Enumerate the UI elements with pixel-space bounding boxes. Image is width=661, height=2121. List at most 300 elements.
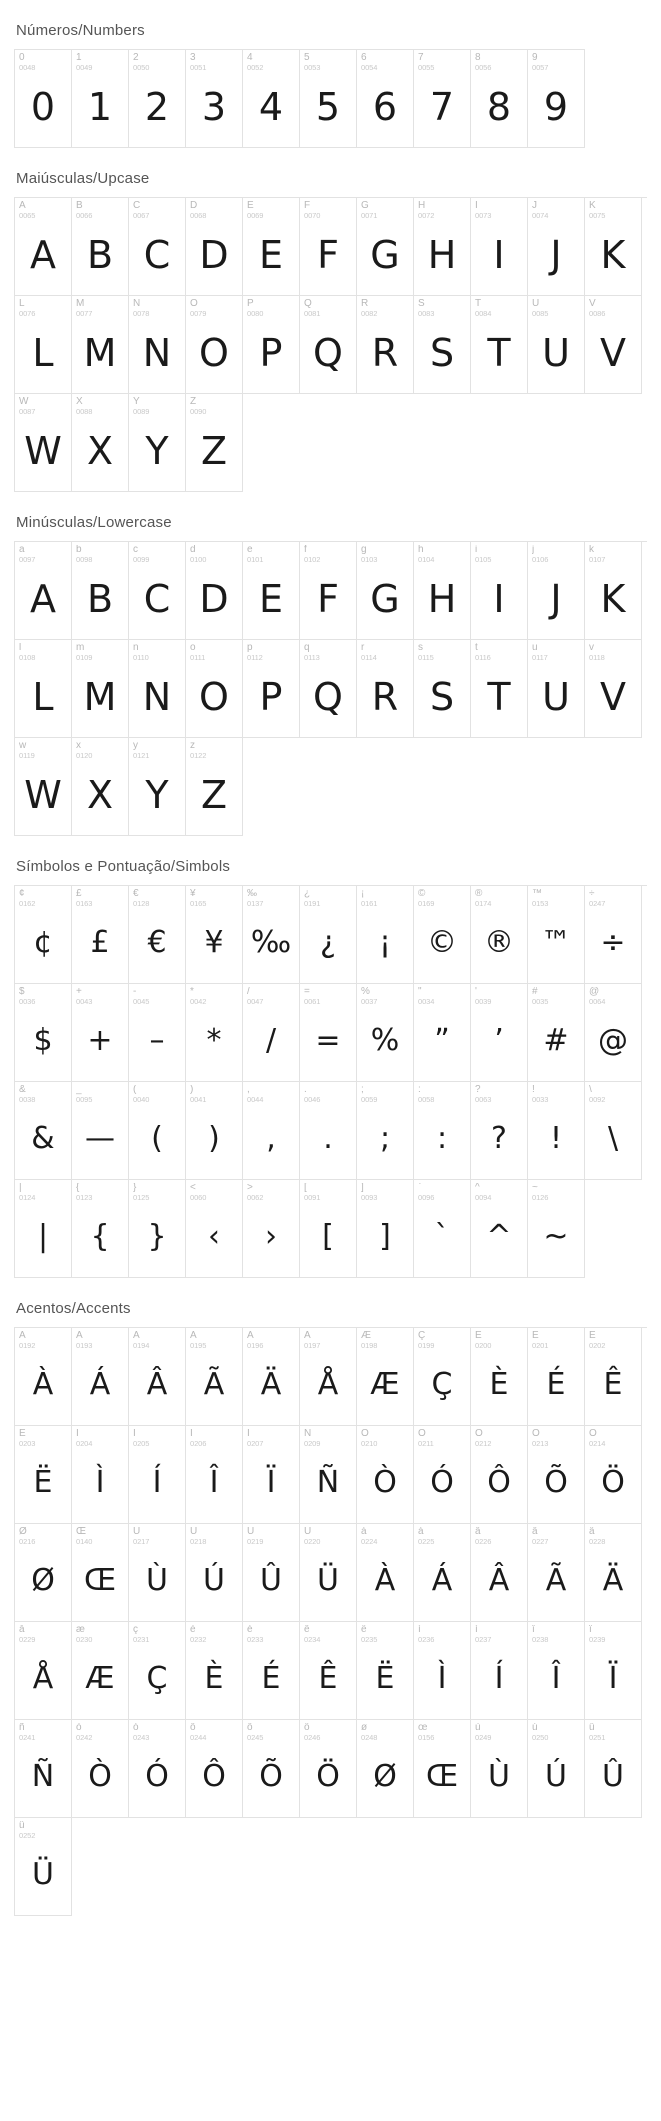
glyph-cell[interactable] [300,1426,357,1524]
glyph-render: S [429,330,455,375]
glyph-code-label: 0072 [418,211,435,220]
glyph-meta [190,299,239,317]
glyph-cell[interactable] [300,1622,357,1720]
glyph-meta [76,1723,125,1741]
glyph-char-label: z [190,741,195,751]
glyph-render: W [24,772,62,817]
glyph-cell[interactable] [585,1622,642,1720]
glyph-cell[interactable] [243,1180,300,1278]
glyph-cell[interactable] [414,198,471,296]
glyph-render: Z [200,428,228,473]
glyph-code-label: 0080 [247,309,264,318]
glyph-render: Î [551,1660,561,1696]
glyph-render: ~ [543,1218,569,1254]
glyph-cell[interactable] [471,1622,528,1720]
glyph-cell[interactable] [129,1082,186,1180]
glyph-cell[interactable] [72,1622,129,1720]
glyph-cell[interactable] [243,1082,300,1180]
glyph-meta [133,1183,182,1201]
glyph-cell[interactable] [243,1426,300,1524]
glyph-cell[interactable] [471,1720,528,1818]
glyph-char-label: ¢ [19,889,25,899]
glyph-cell[interactable] [300,296,357,394]
glyph-cell[interactable] [186,198,243,296]
glyph-render: Ö [601,1464,625,1500]
glyph-cell[interactable] [129,640,186,738]
glyph-cell[interactable] [243,1524,300,1622]
glyph-cell[interactable] [15,1622,72,1720]
glyph-char-label: Ä [247,1331,254,1341]
glyph-meta [475,1723,524,1741]
glyph-cell[interactable] [72,1180,129,1278]
glyph-cell[interactable] [243,542,300,640]
glyph-cell[interactable] [414,296,471,394]
glyph-grid [14,541,647,836]
glyph-cell[interactable] [300,50,357,148]
glyph-char-label: ù [475,1723,481,1733]
glyph-meta [19,643,68,661]
glyph-char-label: ` [418,1183,422,1193]
glyph-cell[interactable] [72,1082,129,1180]
glyph-char-label: l [19,643,22,653]
glyph-code-label: 0120 [76,751,93,760]
glyph-cell[interactable] [300,886,357,984]
glyph-code-label: 0066 [76,211,93,220]
glyph-meta [133,643,182,661]
glyph-meta [247,1085,296,1103]
glyph-cell[interactable] [300,984,357,1082]
glyph-char-label: r [361,643,365,653]
glyph-cell[interactable] [72,886,129,984]
glyph-render: G [370,576,400,621]
glyph-code-label: 0050 [133,63,150,72]
glyph-cell[interactable] [414,886,471,984]
glyph-cell[interactable] [414,1180,471,1278]
glyph-cell[interactable] [129,394,186,492]
glyph-render: O [199,330,229,375]
glyph-render: Ï [266,1464,276,1500]
glyph-meta [304,1085,353,1103]
glyph-cell[interactable] [15,1426,72,1524]
glyph-cell[interactable] [72,394,129,492]
glyph-cell[interactable] [186,984,243,1082]
glyph-code-label: 0101 [247,555,264,564]
glyph-cell[interactable] [471,1328,528,1426]
glyph-meta [247,53,296,71]
glyph-cell[interactable] [357,296,414,394]
section-title: Minúsculas/Lowercase [16,514,172,531]
glyph-cell[interactable] [357,886,414,984]
glyph-cell[interactable] [15,640,72,738]
glyph-char-label: ; [361,1085,364,1095]
glyph-cell[interactable] [129,1426,186,1524]
glyph-cell[interactable] [585,640,642,738]
glyph-cell[interactable] [300,640,357,738]
glyph-cell[interactable] [186,1524,243,1622]
glyph-cell[interactable] [129,738,186,836]
glyph-cell[interactable] [471,1180,528,1278]
glyph-cell[interactable] [414,1524,471,1622]
glyph-cell[interactable] [528,984,585,1082]
glyph-cell[interactable] [72,198,129,296]
glyph-cell[interactable] [72,1524,129,1622]
glyph-meta [19,397,68,415]
glyph-cell[interactable] [72,1720,129,1818]
glyph-char-label: â [475,1527,481,1537]
glyph-cell[interactable] [528,1622,585,1720]
glyph-char-label: ö [304,1723,310,1733]
glyph-char-label: + [76,987,82,997]
glyph-cell[interactable] [72,296,129,394]
glyph-cell[interactable] [300,1720,357,1818]
glyph-char-label: 7 [418,53,424,63]
glyph-render: Æ [85,1660,115,1696]
glyph-cell[interactable] [471,542,528,640]
glyph-cell[interactable] [585,1082,642,1180]
glyph-cell[interactable] [471,1082,528,1180]
glyph-cell[interactable] [585,296,642,394]
glyph-cell[interactable] [528,542,585,640]
glyph-cell[interactable] [186,886,243,984]
glyph-cell[interactable] [186,1180,243,1278]
glyph-code-label: 0174 [475,899,492,908]
glyph-cell[interactable] [585,1328,642,1426]
glyph-render: W [24,428,62,473]
glyph-cell[interactable] [471,640,528,738]
glyph-section [14,22,647,148]
glyph-cell[interactable] [585,542,642,640]
glyph-cell[interactable] [186,640,243,738]
glyph-cell[interactable] [243,1328,300,1426]
glyph-code-label: 0153 [532,899,549,908]
glyph-cell[interactable] [471,984,528,1082]
glyph-code-label: 0085 [532,309,549,318]
glyph-render: © [427,924,457,960]
glyph-cell[interactable] [243,984,300,1082]
glyph-cell[interactable] [129,1180,186,1278]
glyph-char-label: Œ [76,1527,86,1537]
glyph-code-label: 0209 [304,1439,321,1448]
glyph-render: Õ [259,1758,283,1794]
glyph-cell[interactable] [528,1524,585,1622]
glyph-render: B [86,232,114,277]
glyph-cell[interactable] [357,542,414,640]
glyph-cell[interactable] [129,1524,186,1622]
glyph-cell[interactable] [528,1426,585,1524]
glyph-code-label: 0117 [532,653,548,662]
glyph-char-label: Ê [589,1331,596,1341]
glyph-code-label: 0074 [532,211,549,220]
glyph-cell[interactable] [414,1082,471,1180]
glyph-render: ! [549,1120,563,1156]
glyph-cell[interactable] [186,50,243,148]
glyph-meta [532,1429,581,1447]
glyph-meta [589,987,638,1005]
glyph-cell[interactable] [15,886,72,984]
glyph-render: Å [317,1366,339,1402]
glyph-cell[interactable] [15,50,72,148]
glyph-char-label: ! [532,1085,535,1095]
glyph-cell[interactable] [300,1524,357,1622]
glyph-char-label: ô [190,1723,196,1733]
glyph-meta [475,1183,524,1201]
glyph-cell[interactable] [414,640,471,738]
glyph-cell[interactable] [186,1622,243,1720]
glyph-render: } [147,1218,167,1254]
glyph-char-label: k [589,545,594,555]
glyph-cell[interactable] [414,542,471,640]
glyph-char-label: H [418,201,426,211]
glyph-char-label: x [76,741,81,751]
glyph-cell[interactable] [300,198,357,296]
glyph-cell[interactable] [243,1720,300,1818]
glyph-cell[interactable] [72,984,129,1082]
glyph-cell[interactable] [129,296,186,394]
glyph-cell[interactable] [585,198,642,296]
glyph-cell[interactable] [15,198,72,296]
glyph-cell[interactable] [186,1426,243,1524]
glyph-cell[interactable] [243,886,300,984]
glyph-render: Á [89,1366,111,1402]
glyph-char-label: % [361,987,370,997]
glyph-cell[interactable] [414,984,471,1082]
glyph-cell[interactable] [357,1082,414,1180]
glyph-cell[interactable] [585,1524,642,1622]
glyph-char-label: ú [532,1723,538,1733]
glyph-meta [361,1625,410,1643]
glyph-meta [418,1183,467,1201]
glyph-cell[interactable] [585,1426,642,1524]
glyph-cell[interactable] [585,1720,642,1818]
glyph-cell[interactable] [414,1720,471,1818]
glyph-render: ` [434,1218,450,1254]
glyph-cell[interactable] [129,50,186,148]
glyph-render: = [315,1022,341,1058]
glyph-char-label: Ú [190,1527,198,1537]
glyph-cell[interactable] [15,394,72,492]
glyph-cell[interactable] [15,542,72,640]
glyph-code-label: 0056 [475,63,492,72]
glyph-cell[interactable] [585,886,642,984]
glyph-render: Ô [202,1758,226,1794]
section-title: Símbolos e Pontuação/Simbols [16,858,231,875]
glyph-cell[interactable] [15,1720,72,1818]
glyph-cell[interactable] [471,1426,528,1524]
glyph-cell[interactable] [528,1328,585,1426]
glyph-char-label: Ø [19,1527,27,1537]
glyph-render: 6 [372,84,398,129]
glyph-char-label: U [532,299,540,309]
glyph-cell[interactable] [357,1426,414,1524]
glyph-code-label: 0044 [247,1095,264,1104]
glyph-cell[interactable] [15,1328,72,1426]
glyph-cell[interactable] [72,738,129,836]
glyph-cell[interactable] [528,198,585,296]
glyph-char-label: 8 [475,53,481,63]
glyph-cell[interactable] [15,1818,72,1916]
glyph-cell[interactable] [129,1328,186,1426]
glyph-cell[interactable] [186,738,243,836]
glyph-code-label: 0116 [475,653,491,662]
glyph-char-label: @ [589,987,600,997]
glyph-render: X [86,428,114,473]
glyph-cell[interactable] [72,640,129,738]
glyph-cell[interactable] [471,50,528,148]
glyph-char-label: 0 [19,53,25,63]
glyph-cell[interactable] [414,1622,471,1720]
glyph-render: R [371,330,399,375]
glyph-char-label: Ò [361,1429,369,1439]
glyph-cell[interactable] [357,1180,414,1278]
glyph-cell[interactable] [72,542,129,640]
glyph-cell[interactable] [15,984,72,1082]
glyph-char-label: = [304,987,310,997]
glyph-char-label: d [190,545,196,555]
glyph-cell[interactable] [528,50,585,148]
glyph-cell[interactable] [129,542,186,640]
glyph-meta [361,889,410,907]
glyph-cell[interactable] [72,1328,129,1426]
glyph-cell[interactable] [243,198,300,296]
glyph-render: Œ [425,1758,459,1794]
glyph-cell[interactable] [15,738,72,836]
glyph-cell[interactable] [471,1524,528,1622]
glyph-cell[interactable] [129,1622,186,1720]
glyph-cell[interactable] [129,984,186,1082]
glyph-meta [532,643,581,661]
glyph-cell[interactable] [300,1082,357,1180]
glyph-cell[interactable] [471,198,528,296]
glyph-code-label: 0053 [304,63,321,72]
glyph-meta [76,1085,125,1103]
glyph-char-label: u [532,643,538,653]
glyph-cell[interactable] [357,1720,414,1818]
glyph-cell[interactable] [243,640,300,738]
glyph-meta [304,1183,353,1201]
glyph-cell[interactable] [186,296,243,394]
glyph-char-label: Å [304,1331,311,1341]
glyph-cell[interactable] [15,1180,72,1278]
glyph-char-label: ) [190,1085,194,1095]
glyph-render: 1 [87,84,113,129]
glyph-cell[interactable] [186,1328,243,1426]
glyph-meta [304,53,353,71]
glyph-code-label: 0045 [133,997,150,1006]
glyph-meta [418,1723,467,1741]
glyph-code-label: 0236 [418,1635,435,1644]
glyph-meta [475,299,524,317]
glyph-cell[interactable] [72,50,129,148]
glyph-cell[interactable] [471,296,528,394]
glyph-code-label: 0035 [532,997,549,1006]
glyph-cell[interactable] [414,1426,471,1524]
glyph-meta [19,299,68,317]
glyph-cell[interactable] [15,1524,72,1622]
glyph-cell[interactable] [186,542,243,640]
glyph-meta [361,299,410,317]
glyph-meta [361,1723,410,1741]
glyph-code-label: 0089 [133,407,150,416]
glyph-cell[interactable] [15,1082,72,1180]
glyph-char-label: ] [361,1183,364,1193]
glyph-cell[interactable] [300,1328,357,1426]
glyph-code-label: 0218 [190,1537,207,1546]
glyph-char-label: _ [76,1085,82,1095]
glyph-cell[interactable] [357,198,414,296]
glyph-render: Å [32,1660,54,1696]
glyph-char-label: < [190,1183,196,1193]
glyph-char-label: Ó [418,1429,426,1439]
glyph-cell[interactable] [186,1720,243,1818]
glyph-cell[interactable] [528,296,585,394]
glyph-code-label: 0197 [304,1341,321,1350]
glyph-render: Ä [260,1366,282,1402]
glyph-cell[interactable] [414,50,471,148]
glyph-grid [14,197,647,492]
glyph-code-label: 0049 [76,63,93,72]
glyph-char-label: © [418,889,426,899]
glyph-char-label: Ë [19,1429,26,1439]
glyph-cell[interactable] [243,296,300,394]
glyph-cell[interactable] [186,394,243,492]
glyph-meta [247,1723,296,1741]
glyph-meta [76,545,125,563]
glyph-cell[interactable] [186,1082,243,1180]
glyph-char-label: I [475,201,478,211]
glyph-char-label: O [190,299,198,309]
glyph-cell[interactable] [528,1180,585,1278]
glyph-cell[interactable] [585,984,642,1082]
glyph-char-label: å [19,1625,25,1635]
glyph-cell[interactable] [243,50,300,148]
glyph-char-label: . [304,1085,307,1095]
glyph-cell[interactable] [129,1720,186,1818]
glyph-cell[interactable] [357,1622,414,1720]
glyph-cell[interactable] [129,886,186,984]
glyph-cell[interactable] [471,886,528,984]
glyph-char-label: É [532,1331,539,1341]
glyph-cell[interactable] [357,984,414,1082]
glyph-cell[interactable] [357,1524,414,1622]
glyph-cell[interactable] [300,542,357,640]
glyph-char-label: j [532,545,535,555]
glyph-cell[interactable] [357,50,414,148]
glyph-cell[interactable] [243,1622,300,1720]
glyph-cell[interactable] [300,1180,357,1278]
glyph-cell[interactable] [357,640,414,738]
glyph-cell[interactable] [414,1328,471,1426]
glyph-char-label: ® [475,889,483,899]
glyph-cell[interactable] [528,886,585,984]
glyph-code-label: 0096 [418,1193,435,1202]
glyph-char-label: 5 [304,53,310,63]
glyph-cell[interactable] [528,1720,585,1818]
glyph-grid [14,885,647,1278]
glyph-cell[interactable] [357,1328,414,1426]
glyph-char-label: ™ [532,889,542,899]
glyph-cell[interactable] [15,296,72,394]
glyph-render: Ï [608,1660,618,1696]
glyph-code-label: 0112 [247,653,263,662]
glyph-cell[interactable] [72,1426,129,1524]
glyph-code-label: 0046 [304,1095,321,1104]
glyph-cell[interactable] [129,198,186,296]
glyph-char-label: } [133,1183,137,1193]
glyph-render: ” [434,1022,450,1058]
glyph-code-label: 0237 [475,1635,492,1644]
glyph-cell[interactable] [528,640,585,738]
glyph-cell[interactable] [528,1082,585,1180]
